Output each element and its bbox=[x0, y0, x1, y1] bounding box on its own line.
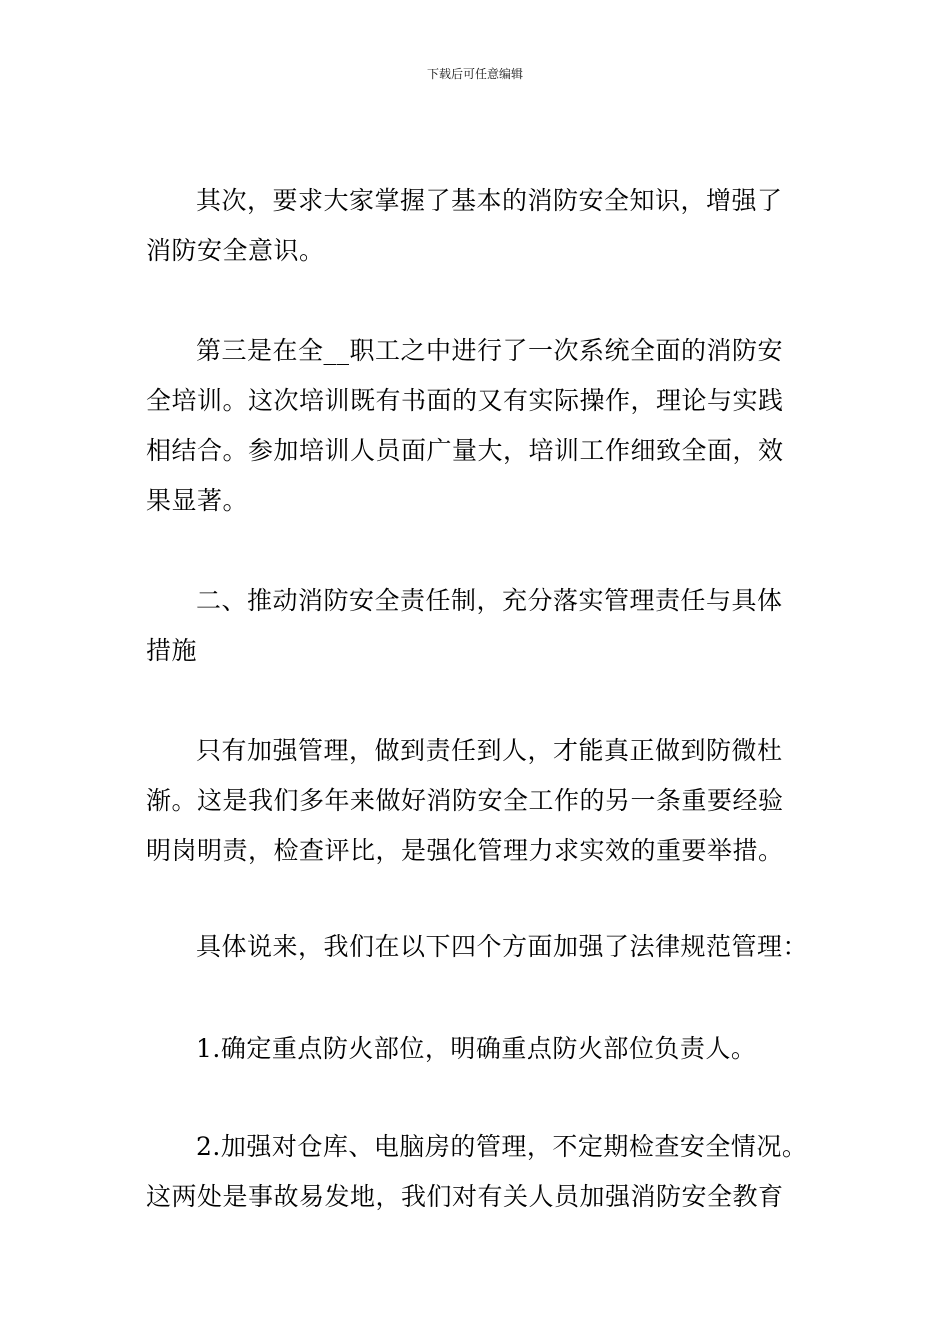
list-item-line: 这两处是事故易发地，我们对有关人员加强消防安全教育 bbox=[146, 1182, 784, 1211]
paragraph-1 bbox=[146, 176, 816, 276]
paragraph-line: 具体说来，我们在以下四个方面加强了法律规范管理： bbox=[196, 932, 809, 961]
list-item-1 bbox=[146, 1024, 816, 1074]
paragraph-line: 明岗明责，检查评比，是强化管理力求实效的重要举措。 bbox=[146, 836, 784, 865]
paragraph-line: 只有加强管理，做到责任到人，才能真正做到防微杜 bbox=[196, 736, 783, 765]
list-item-2 bbox=[146, 1122, 816, 1222]
paragraph-3 bbox=[146, 726, 816, 876]
paragraph-line: 全培训。这次培训既有书面的又有实际操作，理论与实践 bbox=[146, 386, 784, 415]
paragraph-line: 相结合。参加培训人员面广量大，培训工作细致全面，效 bbox=[146, 436, 784, 465]
paragraph-4 bbox=[146, 922, 816, 972]
paragraph-line: 第三是在全__职工之中进行了一次系统全面的消防安 bbox=[196, 336, 784, 365]
paragraph-line: 其次，要求大家掌握了基本的消防安全知识，增强了 bbox=[196, 186, 783, 215]
paragraph-line: 果显著。 bbox=[146, 486, 249, 515]
page-header: 下载后可任意编辑 bbox=[426, 67, 523, 81]
heading-line: 二、推动消防安全责任制，充分落实管理责任与具体 bbox=[196, 586, 783, 615]
list-item-line: 1.确定重点防火部位，明确重点防火部位负责人。 bbox=[196, 1034, 757, 1063]
paragraph-line: 消防安全意识。 bbox=[146, 236, 325, 265]
paragraph-2 bbox=[146, 326, 816, 526]
section-heading bbox=[146, 576, 816, 676]
list-item-line: 2.加强对仓库、电脑房的管理，不定期检查安全情况。 bbox=[196, 1132, 808, 1161]
heading-line: 措施 bbox=[146, 636, 198, 665]
paragraph-line: 渐。这是我们多年来做好消防安全工作的另一条重要经验 bbox=[146, 786, 784, 815]
